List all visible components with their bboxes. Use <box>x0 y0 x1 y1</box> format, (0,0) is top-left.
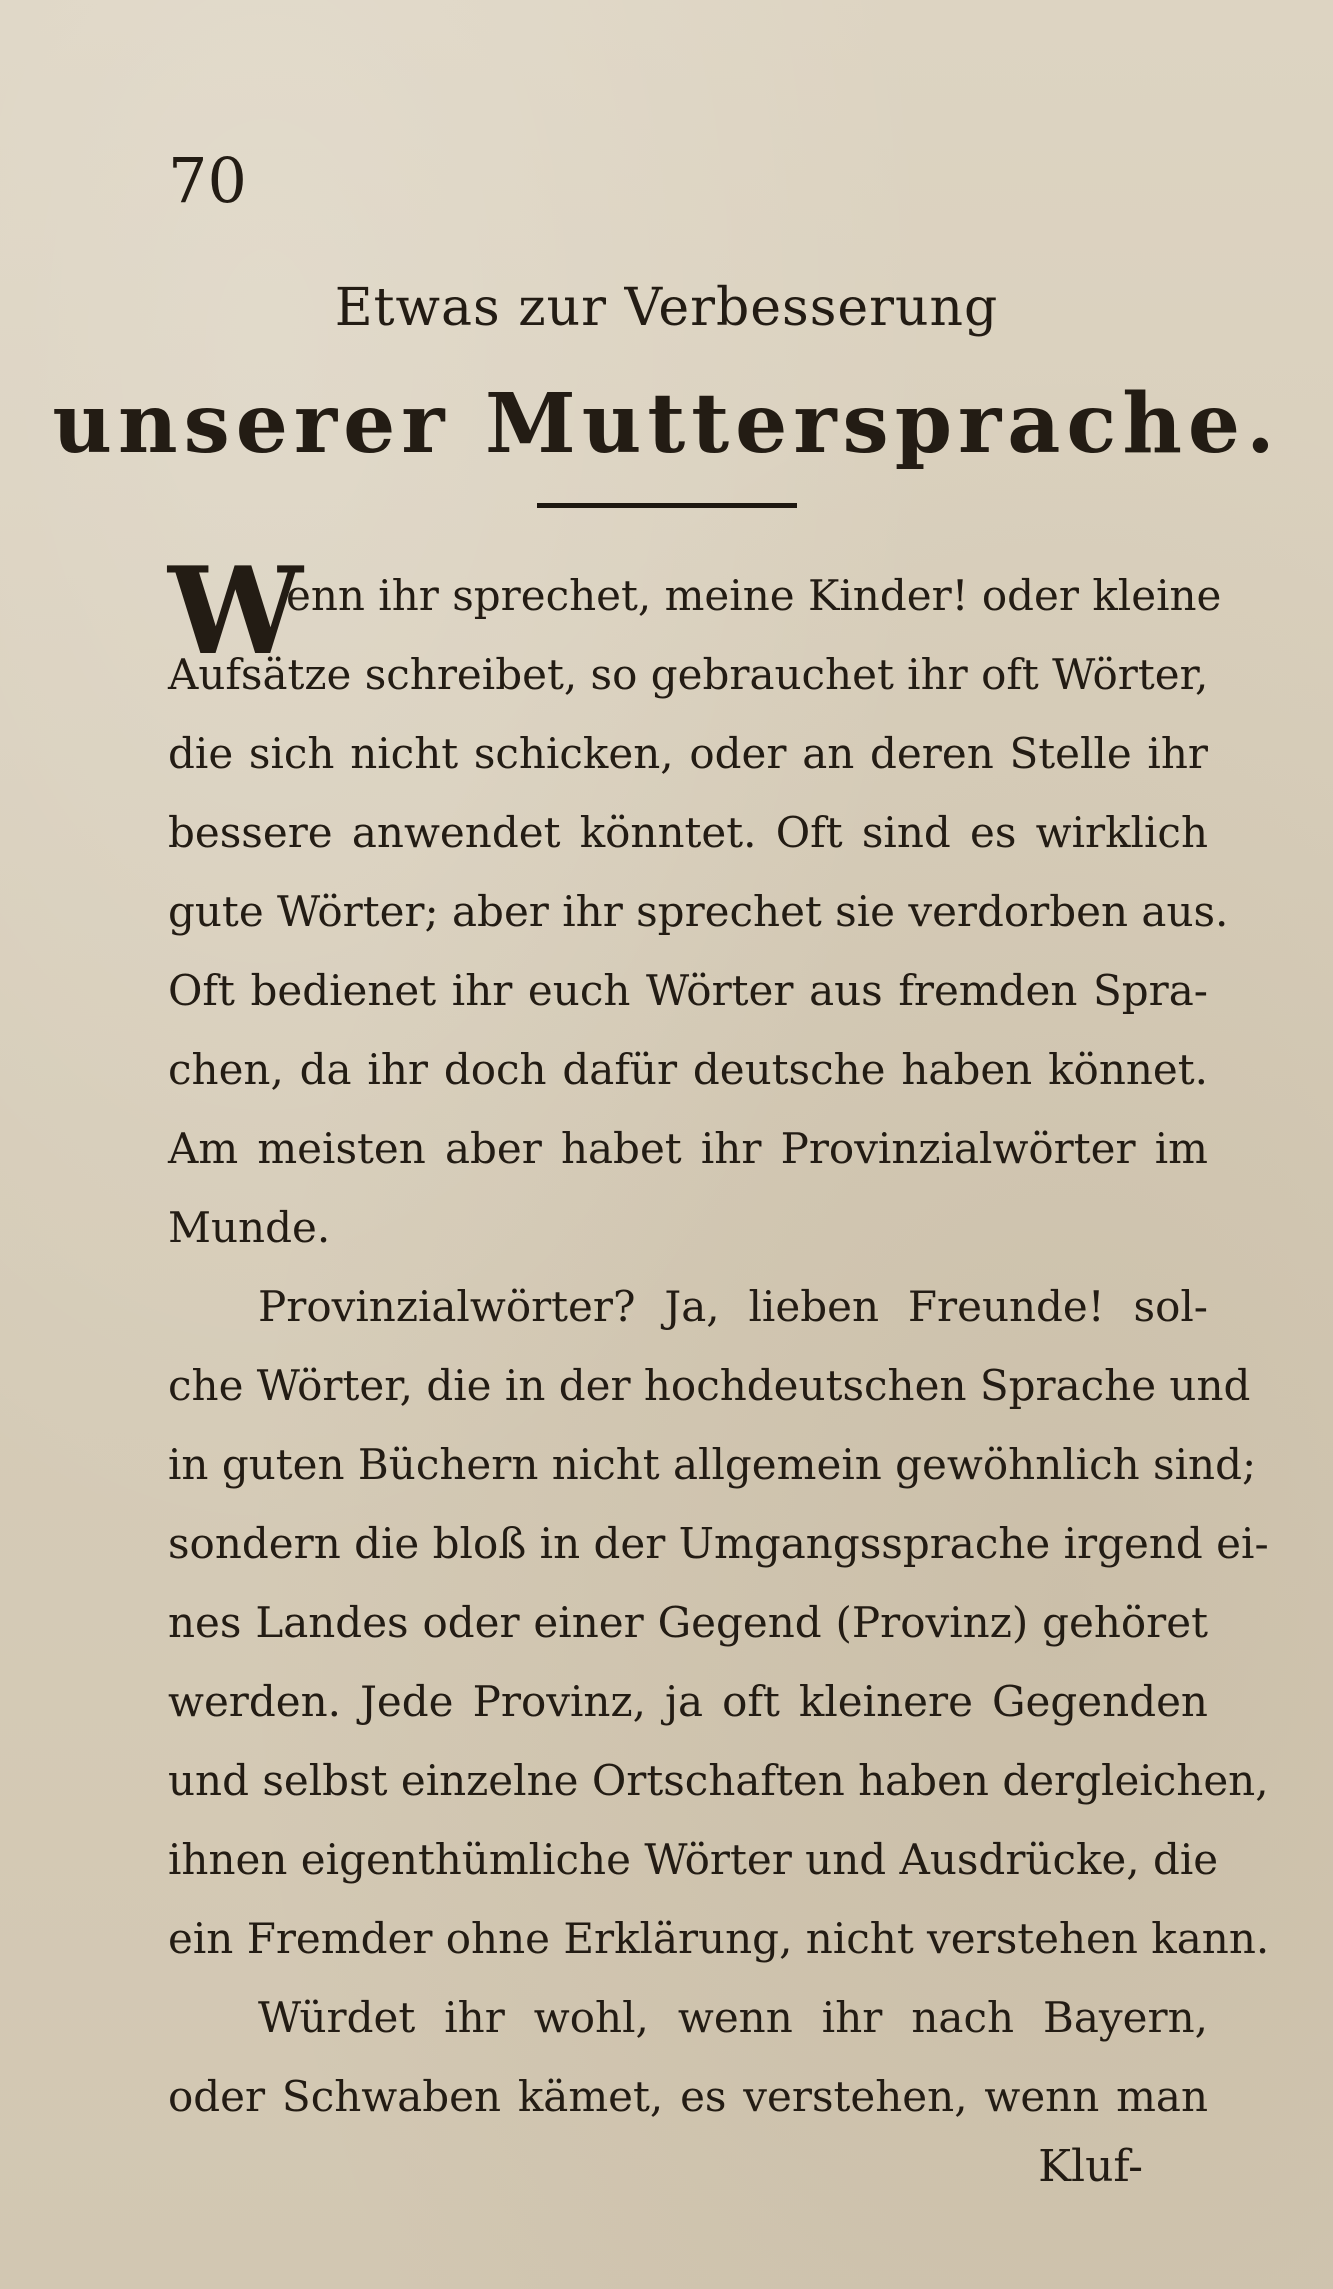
text-line: gute Wörter; aber ihr sprechet sie verdorben aus. <box>168 887 1229 936</box>
text-line: und selbst einzelne Ortschaften haben dergleichen, <box>168 1756 1269 1805</box>
text-line: nes Landes oder einer Gegend (Provinz) gehöret <box>168 1598 1208 1647</box>
text-line: Aufsätze schreibet, so gebrauchet ihr oft Wörter, <box>168 650 1209 699</box>
text-line: in guten Büchern nicht allgemein gewöhnlich sind; <box>168 1440 1257 1489</box>
text-line: bessere anwendet könntet. Oft sind es wirklich <box>168 808 1208 857</box>
text-line: Munde. <box>168 1203 331 1252</box>
text-line: ihnen eigenthümliche Wörter und Ausdrücke, die <box>168 1835 1219 1884</box>
text-line: Am meisten aber habet ihr Provinzialwörter im <box>168 1124 1208 1173</box>
text-line: die sich nicht schicken, oder an deren Stelle ihr <box>168 729 1208 778</box>
title-large: unserer Muttersprache. <box>52 376 1281 472</box>
text-line: che Wörter, die in der hochdeutschen Sprache und <box>168 1361 1251 1410</box>
title-small: Etwas zur Verbesserung <box>334 278 999 338</box>
text-line: Würdet ihr wohl, wenn ihr nach Bayern, <box>258 1993 1208 2042</box>
text-line: ein Fremder ohne Erklärung, nicht verstehen kann. <box>168 1914 1270 1963</box>
text-line: Provinzialwörter? Ja, lieben Freunde! sol- <box>258 1282 1208 1331</box>
catchword: Kluf- <box>1038 2141 1143 2192</box>
text-line: chen, da ihr doch dafür deutsche haben könnet. <box>168 1045 1208 1094</box>
text-line: Oft bedienet ihr euch Wörter aus fremden Spra- <box>168 966 1208 1015</box>
text-line: sondern die bloß in der Umgangssprache irgend ei- <box>168 1519 1269 1568</box>
drop-cap: W <box>168 541 303 682</box>
text-line: enn ihr sprechet, meine Kinder! oder kleine <box>286 571 1222 620</box>
title-rule <box>537 503 797 508</box>
page-number: 70 <box>168 144 247 217</box>
text-line: oder Schwaben kämet, es verstehen, wenn man <box>168 2072 1208 2121</box>
body-text <box>168 556 1270 2136</box>
text-line: werden. Jede Provinz, ja oft kleinere Gegenden <box>168 1677 1208 1726</box>
